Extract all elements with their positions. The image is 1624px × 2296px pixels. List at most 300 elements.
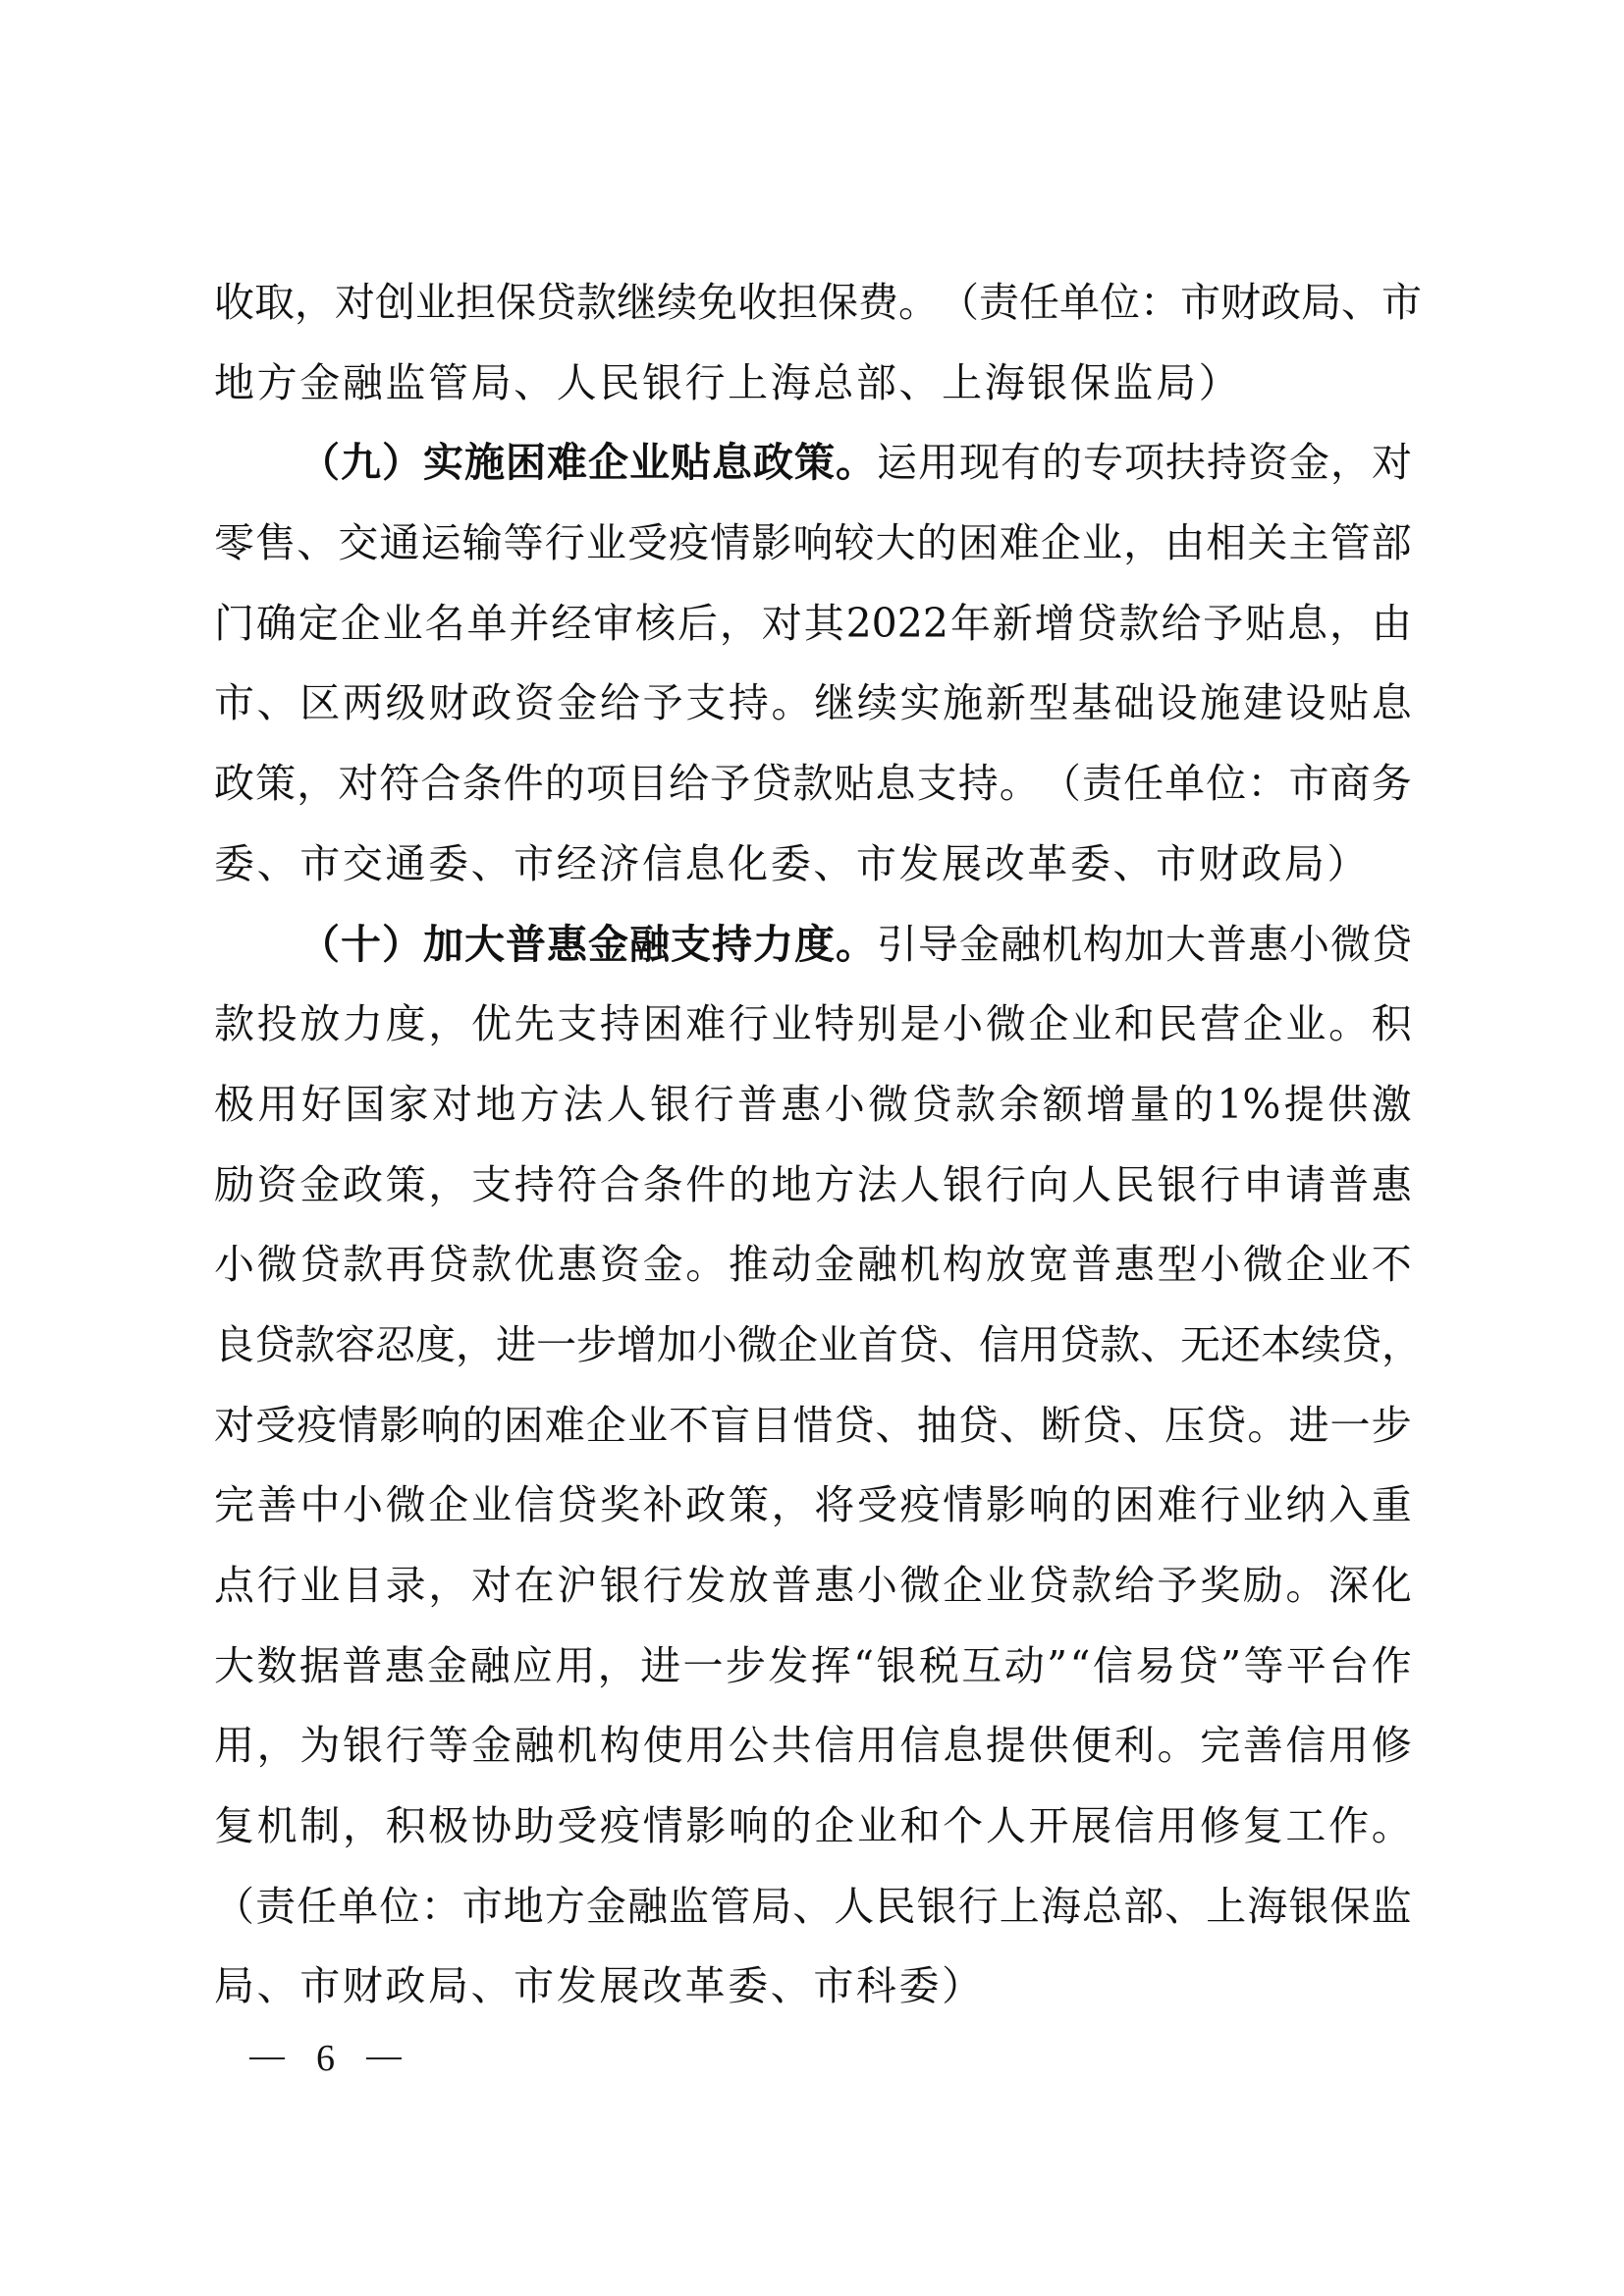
glyph: 机 [557,1722,598,1770]
glyph: 行 [728,1000,769,1048]
glyph: ， [428,1160,469,1208]
glyph: 励 [1242,1562,1283,1609]
glyph: ， [719,599,760,647]
glyph: 沪 [557,1562,598,1609]
glyph: 、 [1123,1401,1164,1449]
glyph: 容 [335,1320,375,1368]
glyph: 推 [728,1241,769,1289]
glyph: 银 [1288,1882,1329,1930]
glyph: 金 [557,679,598,727]
glyph: 在 [514,1562,555,1609]
glyph: 2022 [845,599,948,647]
glyph: 市 [299,1962,341,2010]
glyph: 持 [957,760,999,808]
glyph: 企 [1242,1000,1283,1048]
glyph: 政 [753,439,793,487]
glyph: 影 [985,1481,1026,1529]
glyph: 情 [642,1802,683,1850]
glyph: 款 [214,1000,254,1048]
glyph: 保 [1069,358,1110,406]
glyph: 响 [792,519,834,567]
glyph: 经 [556,839,597,887]
glyph: 、 [470,839,512,887]
glyph: 贷 [428,1241,469,1289]
glyph: 响 [1028,1481,1069,1529]
glyph: 的 [771,1802,812,1850]
glyph: 、 [514,358,555,406]
glyph: 。 [1371,1802,1412,1850]
glyph: 加 [1124,920,1164,968]
glyph: 款 [1071,1562,1112,1609]
glyph: 发 [898,839,940,887]
glyph: 监 [669,1882,710,1930]
glyph: 金 [588,920,628,968]
glyph: 支 [671,920,711,968]
text-line [214,1386,1412,1467]
glyph: 行 [985,1160,1026,1208]
glyph: 进 [1288,1401,1329,1449]
page-number [249,2034,402,2083]
glyph: 行 [684,358,726,406]
glyph: ， [771,1481,812,1529]
glyph: 责 [979,279,1019,326]
glyph: 市 [514,1962,555,2010]
glyph: 门 [214,599,254,647]
glyph: 支 [557,1000,598,1048]
glyph: 革 [684,1962,726,2010]
glyph: 企 [1285,1241,1326,1289]
glyph: 。 [1157,1722,1198,1770]
text-line [214,1787,1412,1867]
glyph: 企 [585,1401,626,1449]
glyph: 易 [1135,1641,1176,1689]
glyph: 力 [342,1000,383,1048]
glyph: 业 [856,1802,897,1850]
glyph: 贷 [1372,920,1412,968]
glyph: 单 [338,1882,379,1930]
glyph: 海 [770,358,811,406]
glyph: 微 [868,1080,909,1128]
glyph: 息 [712,439,752,487]
glyph: 经 [551,599,592,647]
glyph: 局 [751,1882,792,1930]
section-heading-line [214,423,1412,504]
glyph: 极 [214,1080,254,1128]
glyph: 政 [385,1962,426,2010]
glyph: 银 [1027,358,1068,406]
glyph: 影 [685,1802,727,1850]
glyph: 和 [1113,1000,1155,1048]
glyph: 型 [1028,679,1069,727]
glyph: 金 [299,358,341,406]
glyph: 。 [836,439,876,487]
glyph: 输 [461,519,503,567]
glyph: 业 [985,1562,1026,1609]
glyph: 影 [751,519,792,567]
glyph: 较 [834,519,875,567]
glyph: ） [382,920,422,968]
glyph: 地 [503,1882,544,1930]
glyph: 海 [984,358,1025,406]
glyph: 担 [778,279,818,326]
glyph: 息 [1371,679,1412,727]
glyph: 位 [1206,760,1247,808]
glyph: 大 [464,920,505,968]
glyph: 金 [299,1160,341,1208]
glyph: 为 [299,1722,341,1770]
glyph: 委 [770,839,811,887]
glyph: 政 [1241,839,1282,887]
glyph: 局 [1283,839,1325,887]
glyph: 业 [771,1000,812,1048]
glyph: 。 [1247,1401,1288,1449]
glyph: 科 [855,1962,896,2010]
glyph: 微 [985,1000,1026,1048]
glyph: 申 [1242,1160,1283,1208]
glyph: 公 [728,1722,769,1770]
glyph: 。 [685,1241,727,1289]
glyph: ， [456,1320,496,1368]
glyph: 供 [1028,1722,1069,1770]
glyph: 市 [1288,760,1329,808]
glyph: 微 [256,1241,298,1289]
glyph: 用 [555,1641,596,1689]
glyph: 人 [1071,1160,1112,1208]
glyph: 机 [256,1802,298,1850]
glyph: 财 [1198,839,1239,887]
text-line [214,1947,1412,2027]
glyph: 受 [557,1802,598,1850]
text-line [214,1225,1412,1306]
glyph: 困 [957,519,999,567]
glyph: 融 [469,1641,511,1689]
glyph: 增 [1034,599,1075,647]
glyph: 人 [899,1160,941,1208]
glyph: 应 [512,1641,553,1689]
glyph: 新 [992,599,1033,647]
glyph: 请 [1285,1160,1326,1208]
glyph: 录 [385,1562,426,1609]
glyph: 业 [470,1481,512,1529]
glyph: 惜 [792,1401,834,1449]
glyph: 上 [999,1882,1040,1930]
glyph: 法 [856,1160,897,1208]
glyph: （ [939,279,979,326]
glyph: 九 [341,439,381,487]
page-number-dash-right [366,2057,402,2059]
glyph: 疫 [599,1802,640,1850]
glyph: 难 [1157,1481,1198,1529]
glyph: 用 [257,1080,298,1128]
glyph: 忍 [375,1320,415,1368]
glyph: 息 [684,839,726,887]
glyph: 业 [1242,1481,1283,1529]
glyph: 惠 [1371,1160,1412,1208]
glyph: 民 [599,358,640,406]
glyph: 不 [669,1401,710,1449]
glyph: 任 [1019,279,1059,326]
glyph: 修 [1371,1722,1412,1770]
glyph: 人 [834,1882,875,1930]
glyph: 市 [855,839,896,887]
glyph: 的 [1042,439,1082,487]
glyph: 息 [875,760,916,808]
glyph: 通 [385,839,426,887]
glyph: 共 [771,1722,812,1770]
glyph: 条 [461,760,503,808]
glyph: 小 [824,1080,865,1128]
glyph: 民 [1157,1000,1198,1048]
glyph: 零 [214,519,254,567]
glyph: 持 [1207,439,1247,487]
glyph: 化 [728,839,769,887]
glyph: ” [1220,1641,1242,1689]
glyph: 情 [710,519,751,567]
glyph: 展 [599,1962,640,2010]
text-line [214,1146,1412,1226]
glyph: 融 [514,1722,555,1770]
glyph: 给 [669,760,710,808]
glyph: 、 [256,1962,298,2010]
glyph: 政 [685,1481,727,1529]
glyph: 通 [379,519,420,567]
glyph: ， [297,760,338,808]
glyph: 优 [470,1000,512,1048]
glyph: 业 [1285,1000,1326,1048]
glyph: 。 [771,679,812,727]
glyph: 银 [876,1641,917,1689]
glyph: 家 [388,1080,429,1128]
glyph: 政 [1261,279,1301,326]
glyph: 响 [728,1802,769,1850]
glyph: 革 [1027,839,1068,887]
glyph: 支 [470,1160,512,1208]
glyph: 小 [1200,1241,1241,1289]
glyph: 构 [599,1722,640,1770]
glyph: 的 [544,760,585,808]
glyph: 对 [761,599,802,647]
glyph: 核 [635,599,677,647]
glyph: 济 [599,839,640,887]
glyph: 、 [875,1401,916,1449]
glyph: 完 [1200,1722,1241,1770]
glyph: 国 [345,1080,386,1128]
glyph: 确 [255,599,297,647]
glyph: 海 [1040,1882,1081,1930]
glyph: 作 [1328,1802,1370,1850]
glyph: 断 [1040,1401,1081,1449]
glyph: 政 [470,679,512,727]
glyph: 交 [338,519,379,567]
glyph: 的 [1071,1481,1112,1529]
glyph: 项 [1124,439,1164,487]
glyph: 加 [423,920,463,968]
glyph: 业 [626,1401,668,1449]
glyph: 管 [1329,519,1371,567]
glyph: 信 [1113,1802,1155,1850]
glyph: 资 [256,1160,298,1208]
page-number-dash-left [249,2057,285,2059]
glyph: 激 [1371,1080,1412,1128]
glyph: 普 [342,1641,383,1689]
glyph: 困 [503,1401,544,1449]
glyph: 金 [642,1241,683,1289]
glyph: 业 [585,519,626,567]
glyph: 奖 [599,1481,640,1529]
glyph: 管 [710,1882,751,1930]
glyph: 协 [470,1802,512,1850]
glyph: 对 [338,760,379,808]
glyph: 财 [1220,279,1261,326]
glyph: 作 [1371,1641,1412,1689]
glyph: 动 [771,1241,812,1289]
glyph: 构 [1083,920,1123,968]
glyph: 持 [514,1160,555,1208]
glyph: 受 [856,1481,897,1529]
glyph: 提 [985,1722,1026,1770]
glyph: 业 [1081,519,1122,567]
glyph: 惠 [1248,920,1288,968]
glyph: 贴 [1245,599,1286,647]
glyph: 继 [814,679,855,727]
glyph: ， [256,1722,298,1770]
glyph: 行 [544,519,585,567]
glyph: 新 [985,679,1026,727]
glyph: 余 [999,1080,1040,1128]
glyph: 、 [256,839,298,887]
glyph: 用 [918,439,958,487]
glyph: 资 [1248,439,1288,487]
glyph: 方 [256,358,298,406]
glyph: 收 [214,279,254,326]
glyph: 予 [1203,599,1244,647]
glyph: 难 [685,1000,727,1048]
glyph: 融 [626,1882,668,1930]
glyph: 的 [728,1160,769,1208]
glyph: 款 [470,1241,512,1289]
glyph: 费 [858,279,898,326]
glyph: 首 [858,1320,898,1368]
glyph: 疫 [669,519,710,567]
glyph: 企 [428,1481,469,1529]
glyph: 相 [1206,519,1247,567]
glyph: 企 [340,599,381,647]
glyph: 复 [214,1802,254,1850]
glyph: 、 [898,358,940,406]
glyph: 。 [1328,1000,1370,1048]
glyph: 民 [1113,1160,1155,1208]
glyph: 信 [814,1722,855,1770]
glyph: 优 [514,1241,555,1289]
glyph: 困 [1113,1481,1155,1529]
glyph: 普 [506,920,546,968]
glyph: 贷 [898,1320,939,1368]
glyph: 、 [770,1962,811,2010]
section-heading-line [214,905,1412,986]
text-line [214,263,1422,344]
glyph: 对 [1372,439,1412,487]
glyph: 局 [1301,279,1341,326]
glyph: 行 [256,1562,298,1609]
glyph: 金 [427,1641,468,1689]
glyph: 使 [642,1722,683,1770]
glyph: 微 [899,1562,941,1609]
glyph: 予 [710,760,751,808]
glyph: 位 [1100,279,1140,326]
glyph: 难 [544,1401,585,1449]
glyph: ， [428,1562,469,1609]
glyph: 企 [814,1802,855,1850]
glyph: 是 [899,1000,941,1048]
glyph: 目 [751,1401,792,1449]
glyph: （ [299,439,340,487]
glyph: 免 [697,279,737,326]
glyph: 本 [1261,1320,1301,1368]
glyph: 信 [1092,1641,1133,1689]
glyph: 局 [427,1962,468,2010]
glyph: 、 [1164,1882,1206,1930]
glyph: “ [1069,1641,1091,1689]
glyph: 信 [514,1481,555,1529]
glyph: 础 [1113,679,1155,727]
glyph: 善 [1242,1722,1283,1770]
glyph: 小 [1289,920,1329,968]
glyph: 化 [1371,1562,1412,1609]
glyph: 一 [682,1641,724,1689]
glyph: 信 [641,839,682,887]
glyph: 市 [299,839,341,887]
glyph: 。 [1285,1562,1326,1609]
glyph: 方 [518,1080,560,1128]
glyph: 疫 [899,1481,941,1529]
text-line [214,744,1412,825]
glyph: 支 [685,679,727,727]
glyph: 后 [677,599,718,647]
glyph: 放 [728,1562,769,1609]
glyph: 策 [385,1160,426,1208]
glyph: 单 [1164,760,1206,808]
glyph: 继 [617,279,657,326]
glyph: 贷 [557,1481,598,1529]
glyph: 便 [1071,1722,1112,1770]
glyph: 普 [1328,1160,1370,1208]
glyph: 委 [728,1962,769,2010]
glyph: 平 [1285,1641,1326,1689]
glyph: ： [1247,760,1288,808]
glyph: 海 [1247,1882,1288,1930]
glyph: 银 [916,1882,957,1930]
glyph: 改 [641,1962,682,2010]
glyph: ， [1329,599,1370,647]
glyph: 贷 [834,1401,875,1449]
glyph: 施 [1200,679,1241,727]
glyph: 大 [1165,920,1206,968]
glyph: 商 [1329,760,1371,808]
glyph: （ [299,920,340,968]
glyph: 上 [942,358,983,406]
glyph: 入 [1328,1481,1370,1529]
glyph: 由 [1164,519,1206,567]
glyph: ： [420,1882,461,1930]
glyph: 运 [420,519,461,567]
glyph: 业 [818,1320,858,1368]
glyph: 收 [737,279,778,326]
glyph: 两 [342,679,383,727]
glyph: 助 [514,1802,555,1850]
glyph: 盲 [710,1401,751,1449]
glyph: ” [1047,1641,1068,1689]
glyph: “ [853,1641,875,1689]
